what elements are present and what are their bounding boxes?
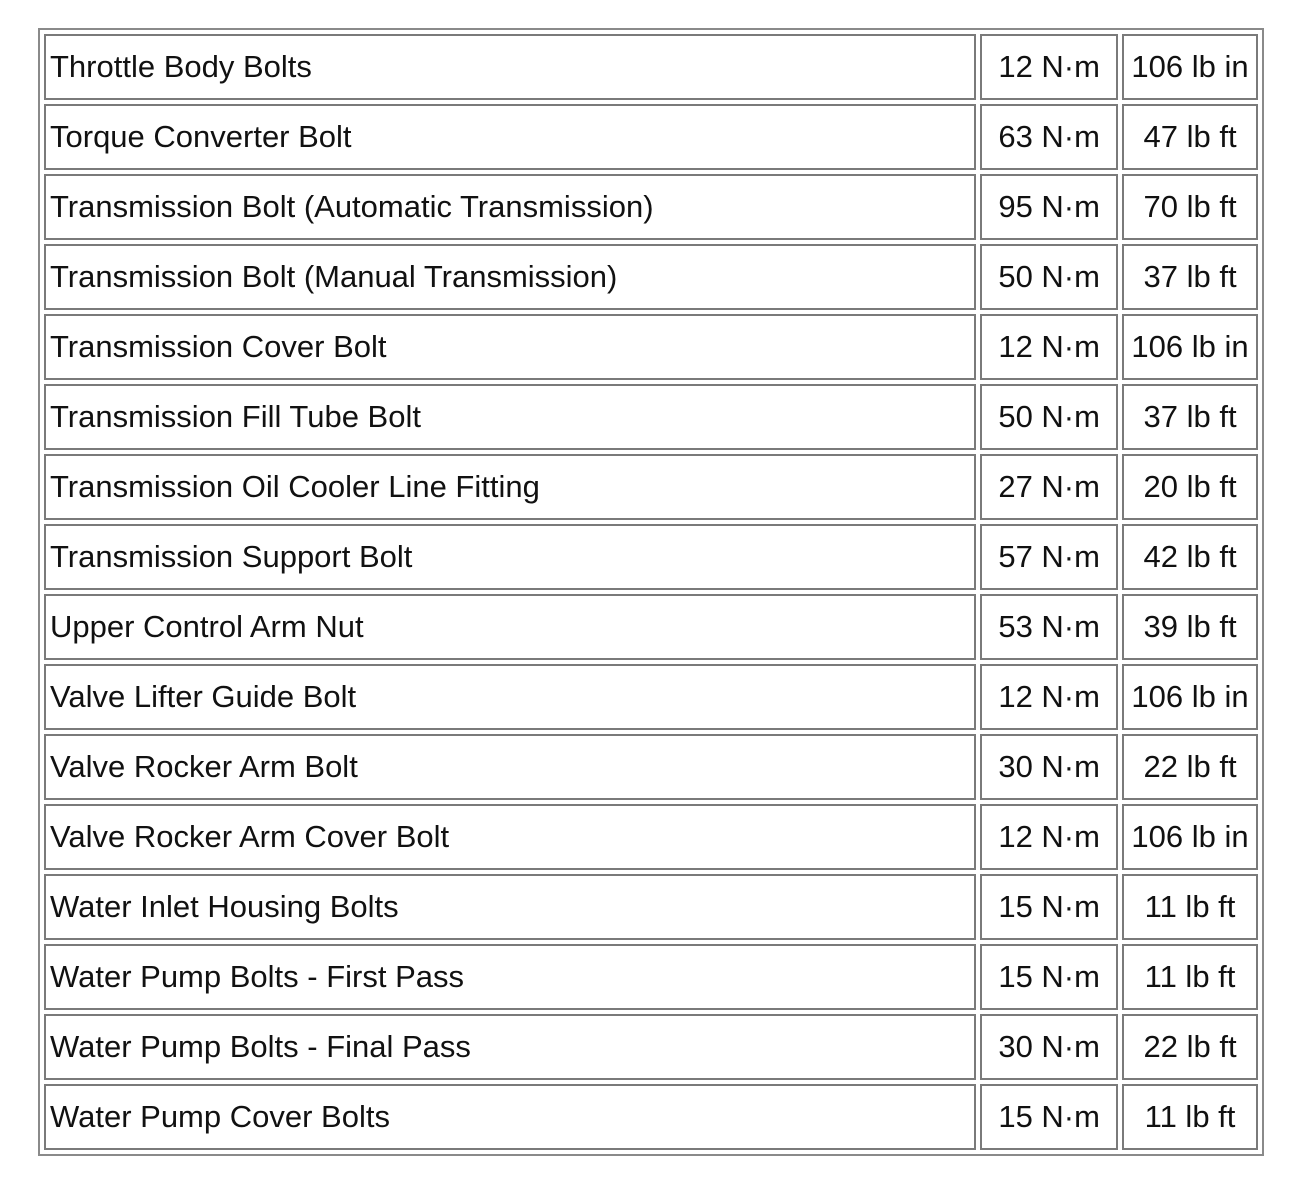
- metric-torque-cell: 15 N·m: [980, 874, 1118, 940]
- table-row: [44, 34, 1258, 100]
- english-torque-cell: 37 lb ft: [1122, 384, 1258, 450]
- fastener-name-cell: Water Inlet Housing Bolts: [44, 874, 976, 940]
- english-torque-cell: 42 lb ft: [1122, 524, 1258, 590]
- english-torque-cell: 106 lb in: [1122, 34, 1258, 100]
- metric-torque-cell: 50 N·m: [980, 384, 1118, 450]
- metric-torque-cell: 63 N·m: [980, 104, 1118, 170]
- metric-torque-cell: 12 N·m: [980, 804, 1118, 870]
- table-row: [44, 244, 1258, 310]
- table-row: [44, 524, 1258, 590]
- fastener-name-cell: Transmission Bolt (Automatic Transmission): [44, 174, 976, 240]
- english-torque-cell: 106 lb in: [1122, 314, 1258, 380]
- fastener-name-cell: Water Pump Bolts - Final Pass: [44, 1014, 976, 1080]
- fastener-name-cell: Transmission Bolt (Manual Transmission): [44, 244, 976, 310]
- table-row: [44, 594, 1258, 660]
- metric-torque-cell: 12 N·m: [980, 664, 1118, 730]
- fastener-name-cell: Valve Rocker Arm Cover Bolt: [44, 804, 976, 870]
- table-row: [44, 314, 1258, 380]
- fastener-name-cell: Transmission Oil Cooler Line Fitting: [44, 454, 976, 520]
- table-row: [44, 944, 1258, 1010]
- english-torque-cell: 22 lb ft: [1122, 734, 1258, 800]
- english-torque-cell: 47 lb ft: [1122, 104, 1258, 170]
- table-row: [44, 454, 1258, 520]
- fastener-name-cell: Water Pump Cover Bolts: [44, 1084, 976, 1150]
- fastener-name-cell: Transmission Cover Bolt: [44, 314, 976, 380]
- metric-torque-cell: 30 N·m: [980, 734, 1118, 800]
- metric-torque-cell: 27 N·m: [980, 454, 1118, 520]
- english-torque-cell: 20 lb ft: [1122, 454, 1258, 520]
- table-row: [44, 384, 1258, 450]
- english-torque-cell: 11 lb ft: [1122, 874, 1258, 940]
- english-torque-cell: 11 lb ft: [1122, 1084, 1258, 1150]
- metric-torque-cell: 30 N·m: [980, 1014, 1118, 1080]
- english-torque-cell: 37 lb ft: [1122, 244, 1258, 310]
- metric-torque-cell: 12 N·m: [980, 34, 1118, 100]
- table-row: [44, 874, 1258, 940]
- english-torque-cell: 11 lb ft: [1122, 944, 1258, 1010]
- fastener-name-cell: Upper Control Arm Nut: [44, 594, 976, 660]
- table-row: [44, 734, 1258, 800]
- english-torque-cell: 106 lb in: [1122, 664, 1258, 730]
- table-row: [44, 1084, 1258, 1150]
- fastener-name-cell: Transmission Support Bolt: [44, 524, 976, 590]
- fastener-name-cell: Transmission Fill Tube Bolt: [44, 384, 976, 450]
- metric-torque-cell: 57 N·m: [980, 524, 1118, 590]
- metric-torque-cell: 50 N·m: [980, 244, 1118, 310]
- fastener-name-cell: Torque Converter Bolt: [44, 104, 976, 170]
- fastener-name-cell: Throttle Body Bolts: [44, 34, 976, 100]
- table-row: [44, 104, 1258, 170]
- english-torque-cell: 22 lb ft: [1122, 1014, 1258, 1080]
- english-torque-cell: 70 lb ft: [1122, 174, 1258, 240]
- fastener-name-cell: Water Pump Bolts - First Pass: [44, 944, 976, 1010]
- table-row: [44, 664, 1258, 730]
- torque-spec-table: [38, 28, 1264, 1156]
- table-row: [44, 174, 1258, 240]
- metric-torque-cell: 53 N·m: [980, 594, 1118, 660]
- fastener-name-cell: Valve Lifter Guide Bolt: [44, 664, 976, 730]
- table-row: [44, 1014, 1258, 1080]
- fastener-name-cell: Valve Rocker Arm Bolt: [44, 734, 976, 800]
- metric-torque-cell: 15 N·m: [980, 1084, 1118, 1150]
- metric-torque-cell: 15 N·m: [980, 944, 1118, 1010]
- table-row: [44, 804, 1258, 870]
- english-torque-cell: 39 lb ft: [1122, 594, 1258, 660]
- english-torque-cell: 106 lb in: [1122, 804, 1258, 870]
- metric-torque-cell: 12 N·m: [980, 314, 1118, 380]
- metric-torque-cell: 95 N·m: [980, 174, 1118, 240]
